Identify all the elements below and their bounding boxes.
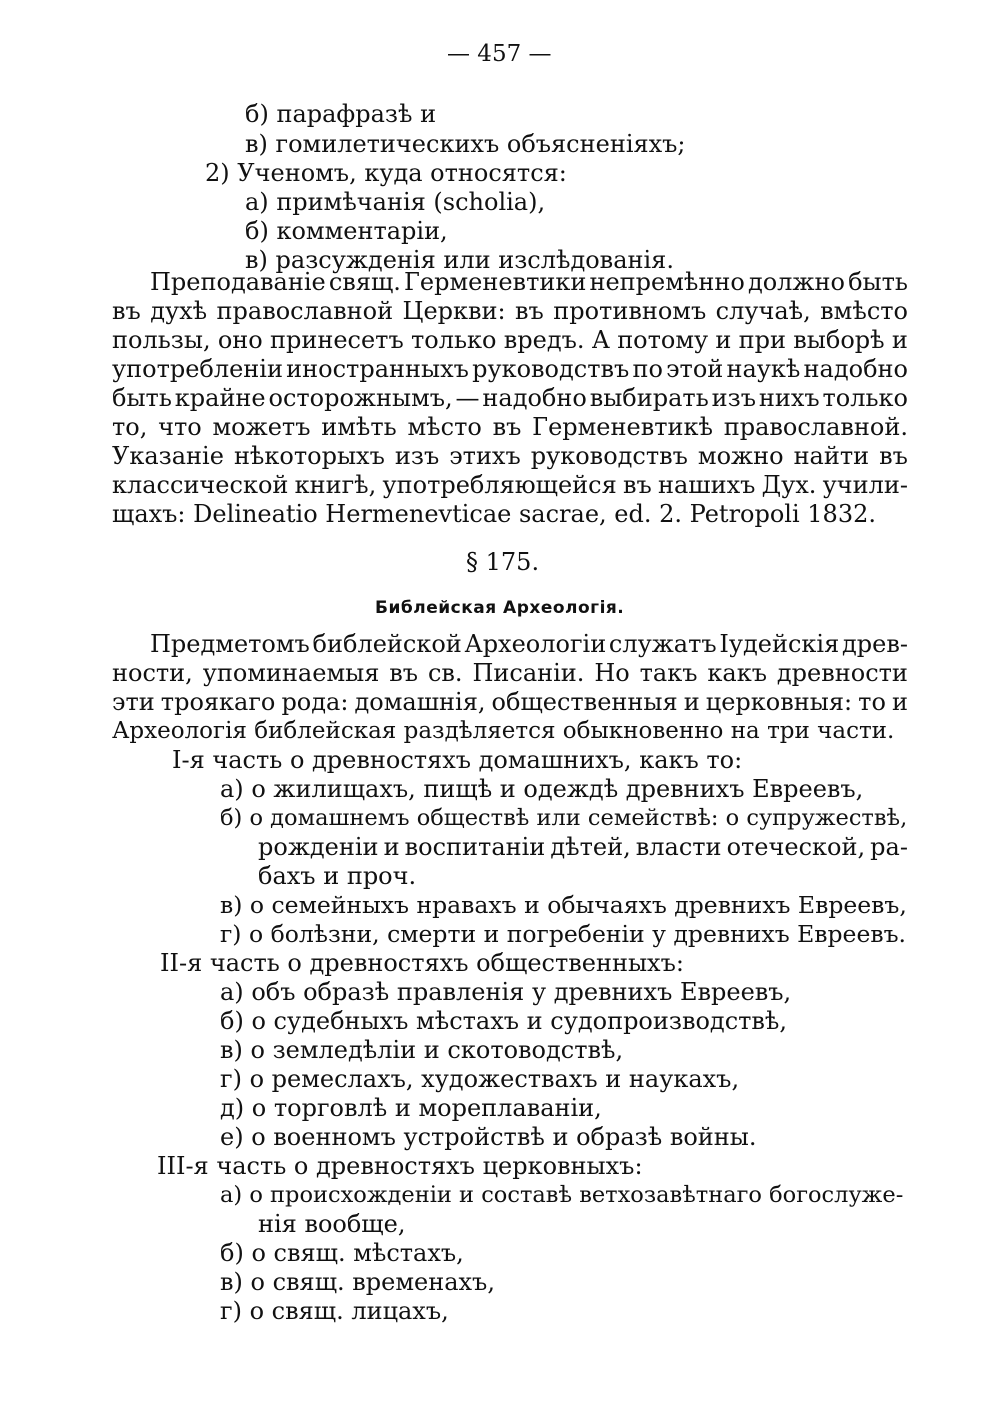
word: Герменевтикѣ xyxy=(532,413,713,441)
word: крайне xyxy=(174,384,266,412)
word: свящ. xyxy=(328,268,401,296)
list-item xyxy=(220,1094,602,1122)
list-text: о военномъ устройствѣ и образѣ войны. xyxy=(251,1123,757,1151)
list-marker: е) xyxy=(220,1123,244,1151)
word: надобно xyxy=(482,384,587,412)
word: въ xyxy=(879,442,908,470)
list-marker: г) xyxy=(220,1297,242,1325)
paragraph-line xyxy=(112,442,908,470)
word: этой xyxy=(666,355,724,383)
word: иностранныхъ xyxy=(286,355,469,383)
list-item xyxy=(245,100,436,128)
list-item xyxy=(220,1123,757,1151)
list-marker: б) xyxy=(245,100,269,128)
word: ра- xyxy=(870,833,908,861)
word: книгѣ, xyxy=(294,471,377,499)
word: только xyxy=(822,384,908,412)
word: и xyxy=(683,688,700,716)
list-text: о жилищахъ, пищѣ и одеждѣ древнихъ Евреевъ, xyxy=(251,775,864,803)
list-marker: в) xyxy=(245,130,268,158)
word: эти xyxy=(112,688,155,716)
word: наукѣ xyxy=(726,355,801,383)
list-text: о судебныхъ мѣстахъ и судопроизводствѣ, xyxy=(251,1007,788,1035)
list-text: о домашнемъ обществѣ или семействѣ: о супружествѣ, xyxy=(249,805,908,831)
paragraph-line xyxy=(112,471,908,499)
list-item xyxy=(220,891,907,919)
word: этихъ xyxy=(449,442,521,470)
part-heading: III-я часть о древностяхъ церковныхъ: xyxy=(157,1152,643,1180)
list-marker: б) xyxy=(220,1007,244,1035)
list-continuation: нiя вообще, xyxy=(258,1210,406,1238)
word: и xyxy=(891,326,908,354)
list-item xyxy=(220,1239,464,1267)
word: вмѣсто xyxy=(820,297,908,325)
paragraph-line xyxy=(150,630,908,658)
word: нашихъ xyxy=(657,471,756,499)
word: руководствъ xyxy=(530,442,688,470)
word: А xyxy=(591,326,610,354)
list-item xyxy=(245,130,686,158)
list-text: парафразѣ и xyxy=(276,100,437,128)
list-marker: а) xyxy=(220,775,244,803)
word: рода: xyxy=(281,688,349,716)
paragraph-line: Археологiя библейская раздѣляется обыкновенно на три части. xyxy=(112,718,895,744)
list-item xyxy=(220,804,907,832)
paragraph-line xyxy=(112,384,908,412)
list-text: о свящ. лицахъ, xyxy=(249,1297,449,1325)
word: Церкви: xyxy=(402,297,506,325)
word: въ xyxy=(112,297,141,325)
list-text: разсужденiя или изслѣдованiя. xyxy=(275,246,674,274)
list-marker: 2) xyxy=(205,159,230,187)
list-marker: а) xyxy=(245,188,269,216)
list-text: о земледѣлiи и скотоводствѣ, xyxy=(250,1036,624,1064)
list-item xyxy=(245,217,448,245)
word: рожденiи xyxy=(258,833,379,861)
list-item xyxy=(220,1036,623,1064)
word: дѣтей, xyxy=(550,833,631,861)
word: классической xyxy=(112,471,289,499)
word: при xyxy=(738,326,787,354)
paragraph-line xyxy=(112,297,908,325)
word: руководствъ xyxy=(472,355,630,383)
word: и xyxy=(891,688,908,716)
word: вредъ. xyxy=(503,326,585,354)
word: воспитанiи xyxy=(404,833,546,861)
word: въ xyxy=(492,413,522,441)
word: пользы, xyxy=(112,326,211,354)
list-item xyxy=(220,920,906,948)
word: надобно xyxy=(803,355,908,383)
word: служатъ xyxy=(608,630,717,658)
list-text: гомилетическихъ объясненiяхъ; xyxy=(275,130,686,158)
word: употребляющейся xyxy=(382,471,617,499)
word: непремѣнно xyxy=(589,268,745,296)
list-continuation xyxy=(258,833,908,861)
word: принесетъ xyxy=(269,326,404,354)
word: изъ xyxy=(711,384,756,412)
word: домашнiя, xyxy=(354,688,486,716)
word: въ xyxy=(622,471,652,499)
list-text: о семейныхъ нравахъ и обычаяхъ древнихъ Евреевъ, xyxy=(249,891,907,919)
part-heading: I-я часть о древностяхъ домашнихъ, какъ то: xyxy=(172,746,743,774)
word: — xyxy=(455,384,480,412)
list-item xyxy=(205,159,567,187)
word: и xyxy=(715,326,732,354)
paragraph-line xyxy=(150,268,908,296)
word: имѣть xyxy=(321,413,397,441)
list-marker: б) xyxy=(220,1239,244,1267)
word: отеческой, xyxy=(726,833,866,861)
list-marker: в) xyxy=(220,891,243,919)
list-marker: в) xyxy=(220,1036,243,1064)
word: быть xyxy=(112,384,172,412)
word: православной xyxy=(216,297,394,325)
section-number: § 175. xyxy=(466,548,540,576)
word: противномъ xyxy=(553,297,707,325)
list-marker: д) xyxy=(220,1094,245,1122)
word: общественныя xyxy=(491,688,678,716)
paragraph-line: щахъ: Delineatio Hermenevticae sacrae, ed. 2. Petropoli 1832. xyxy=(112,500,876,528)
list-text: о болѣзни, смерти и погребенiи у древнихъ Евреевъ. xyxy=(248,920,907,948)
word: Но xyxy=(594,659,630,687)
word: троякаго xyxy=(160,688,276,716)
paragraph-line xyxy=(112,659,908,687)
list-marker: г) xyxy=(220,1065,242,1093)
word: власти xyxy=(635,833,722,861)
word: случаѣ, xyxy=(715,297,811,325)
word: нѣкоторыхъ xyxy=(233,442,385,470)
word: Iудейскiя xyxy=(719,630,840,658)
word: выбирать xyxy=(589,384,709,412)
list-marker: б) xyxy=(245,217,269,245)
list-text: примѣчанiя (scholia), xyxy=(276,188,546,216)
section-title: Библейская Археологiя. xyxy=(375,598,625,618)
word: какъ xyxy=(707,659,767,687)
list-text: о свящ. временахъ, xyxy=(250,1268,495,1296)
list-item xyxy=(220,1297,449,1325)
part-heading: II-я часть о древностяхъ общественныхъ: xyxy=(160,949,684,977)
list-item xyxy=(220,1268,495,1296)
list-item xyxy=(220,1065,739,1093)
word: древности xyxy=(776,659,908,687)
list-continuation: бахъ и проч. xyxy=(258,862,417,890)
paragraph-line xyxy=(112,413,908,441)
word: Археологiи xyxy=(464,630,607,658)
paragraph-line xyxy=(112,688,908,716)
word: нихъ xyxy=(758,384,820,412)
list-text: о ремеслахъ, художествахъ и наукахъ, xyxy=(249,1065,740,1093)
word: найти xyxy=(793,442,870,470)
list-text: о торговлѣ и мореплаванiи, xyxy=(251,1094,602,1122)
page-number: — 457 — xyxy=(447,41,552,67)
list-marker: в) xyxy=(245,246,268,274)
word: духѣ xyxy=(150,297,208,325)
word: осторожнымъ, xyxy=(268,384,453,412)
word: упоминаемыя xyxy=(202,659,380,687)
word: Предметомъ xyxy=(150,630,310,658)
word: Дух. xyxy=(761,471,817,499)
word: такъ xyxy=(639,659,698,687)
word: то xyxy=(858,688,886,716)
word: то, xyxy=(112,413,148,441)
list-item xyxy=(245,188,545,216)
word: въ xyxy=(515,297,544,325)
word: только xyxy=(410,326,497,354)
word: учили- xyxy=(822,471,908,499)
list-item xyxy=(220,978,791,1006)
paragraph-line xyxy=(112,326,908,354)
list-text: объ образѣ правленiя у древнихъ Евреевъ, xyxy=(251,978,792,1006)
list-item xyxy=(220,1181,903,1209)
list-text: о свящ. мѣстахъ, xyxy=(251,1239,464,1267)
word: можетъ xyxy=(212,413,311,441)
word: изъ xyxy=(394,442,440,470)
word: употребленiи xyxy=(112,355,283,383)
word: ности, xyxy=(112,659,193,687)
list-marker: а) xyxy=(220,978,244,1006)
word: церковныя: xyxy=(705,688,853,716)
word: св. xyxy=(427,659,463,687)
word: древ- xyxy=(841,630,908,658)
word: выборѣ xyxy=(793,326,885,354)
word: потому xyxy=(617,326,709,354)
list-text: комментарiи, xyxy=(276,217,448,245)
word: православной. xyxy=(723,413,908,441)
list-text: Ученомъ, куда относятся: xyxy=(237,159,567,187)
word: должно xyxy=(747,268,845,296)
word: по xyxy=(632,355,663,383)
list-item xyxy=(220,775,863,803)
list-text: о происхожденiи и составѣ ветхозавѣтнаго богослуже- xyxy=(249,1182,904,1208)
word: что xyxy=(158,413,202,441)
word: Писанiи. xyxy=(472,659,585,687)
paragraph-line xyxy=(112,355,908,383)
word: въ xyxy=(389,659,419,687)
word: можно xyxy=(697,442,784,470)
word: Указанiе xyxy=(112,442,224,470)
list-marker: в) xyxy=(220,1268,243,1296)
list-marker: г) xyxy=(220,920,242,948)
word: быть xyxy=(848,268,908,296)
list-item xyxy=(220,1007,787,1035)
word: оно xyxy=(217,326,263,354)
word: Герменевтики xyxy=(404,268,587,296)
list-marker: а) xyxy=(220,1182,243,1208)
word: и xyxy=(383,833,400,861)
word: библейской xyxy=(312,630,462,658)
word: мѣсто xyxy=(407,413,482,441)
list-marker: б) xyxy=(220,805,243,831)
word: Преподаванiе xyxy=(150,268,326,296)
